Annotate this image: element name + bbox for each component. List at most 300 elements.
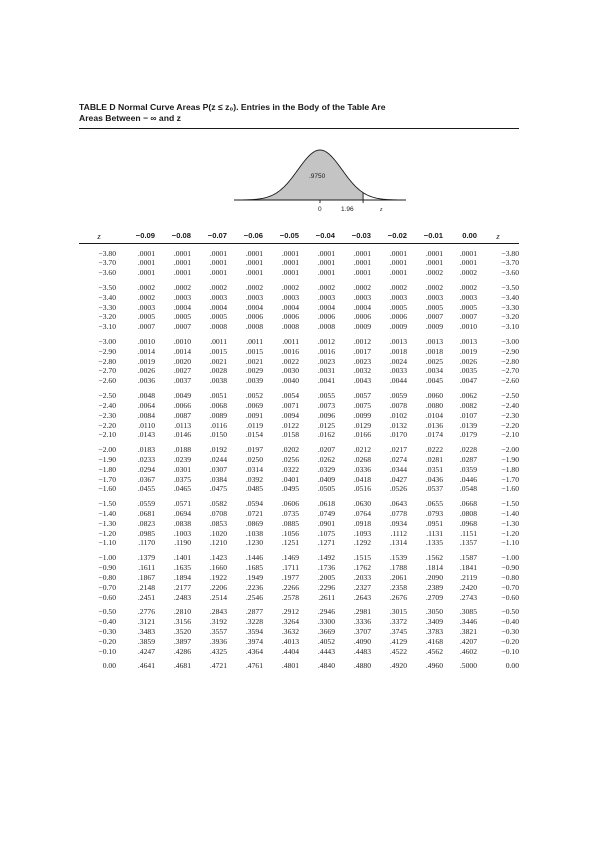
table-cell: .0212 (353, 444, 371, 454)
table-cell: .0778 (389, 508, 407, 518)
table-cell: .0465 (173, 484, 191, 494)
table-cell: .0793 (425, 508, 443, 518)
table-cell: .4443 (317, 646, 335, 656)
table-cell: .0039 (245, 376, 263, 386)
top-rule (79, 128, 519, 129)
table-cell: .0001 (209, 258, 227, 268)
table-cell: .1251 (281, 538, 299, 548)
table-cell: .0049 (173, 390, 191, 400)
table-cell: .3745 (389, 626, 407, 636)
table-cell: .3520 (173, 626, 191, 636)
row-z-left: −3.60 (98, 268, 116, 278)
row-z-left: −0.10 (98, 646, 116, 656)
table-cell: .0022 (281, 356, 299, 366)
table-cell: .0013 (459, 336, 477, 346)
table-cell: .0003 (317, 292, 335, 302)
table-cell: .3409 (425, 616, 443, 626)
table-cell: .1075 (317, 528, 335, 538)
table-cell: .0016 (317, 346, 335, 356)
table-cell: .3121 (137, 616, 155, 626)
table-cell: .0002 (137, 282, 155, 292)
table-cell: .0003 (459, 292, 477, 302)
table-cell: .0026 (137, 366, 155, 376)
row-z-right: −1.50 (501, 498, 519, 508)
row-z-right: −2.50 (501, 390, 519, 400)
table-cell: .4522 (389, 646, 407, 656)
table-row (79, 593, 519, 603)
table-cell: .0011 (282, 336, 299, 346)
table-cell: .0008 (317, 322, 335, 332)
row-z-left: −2.00 (98, 444, 116, 454)
row-z-right: −3.40 (501, 292, 519, 302)
table-cell: .0001 (317, 268, 335, 278)
table-cell: .0089 (209, 410, 227, 420)
table-cell: .0001 (459, 258, 477, 268)
table-row (79, 627, 519, 637)
row-z-left: −2.70 (98, 366, 116, 376)
table-row (79, 391, 519, 401)
table-cell: .0002 (317, 282, 335, 292)
row-z-right: −1.90 (501, 454, 519, 464)
row-z-left: −2.90 (98, 346, 116, 356)
row-z-left: −1.70 (98, 474, 116, 484)
table-cell: .1271 (317, 538, 335, 548)
table-cell: .1020 (209, 528, 227, 538)
table-cell: .0019 (137, 356, 155, 366)
table-cell: .0003 (137, 302, 155, 312)
column-header: −0.06 (227, 228, 263, 244)
table-row (79, 366, 519, 376)
table-cell: .0004 (353, 302, 371, 312)
table-cell: .4721 (209, 660, 227, 670)
table-cell: .1335 (425, 538, 443, 548)
table-cell: .3594 (245, 626, 263, 636)
row-z-right: −1.40 (501, 508, 519, 518)
table-row (79, 499, 519, 509)
row-z-right: −0.20 (501, 636, 519, 646)
table-cell: .0618 (317, 498, 335, 508)
table-cell: .1292 (353, 538, 371, 548)
table-cell: .2946 (317, 606, 335, 616)
table-cell: .0055 (317, 390, 335, 400)
table-cell: .0008 (209, 322, 227, 332)
table-cell: .0174 (425, 430, 443, 440)
table-row (79, 337, 519, 347)
row-z-left: −2.80 (98, 356, 116, 366)
table-cell: .0030 (281, 366, 299, 376)
table-cell: .0062 (459, 390, 477, 400)
row-z-left: −1.60 (98, 484, 116, 494)
table-cell: .4364 (245, 646, 263, 656)
table-cell: .1131 (426, 528, 443, 538)
table-cell: .3446 (459, 616, 477, 626)
table-cell: .0003 (353, 292, 371, 302)
table-cell: .4013 (281, 636, 299, 646)
table-cell: .0024 (389, 356, 407, 366)
table-cell: .0004 (173, 302, 191, 312)
table-cell: .1814 (425, 562, 443, 572)
table-cell: .4207 (459, 636, 477, 646)
table-row (79, 563, 519, 573)
table-cell: .0154 (245, 430, 263, 440)
table-cell: .1151 (460, 528, 477, 538)
row-z-right: −2.10 (501, 430, 519, 440)
table-cell: .0015 (245, 346, 263, 356)
row-z-left: −0.50 (98, 606, 116, 616)
table-cell: .3015 (389, 606, 407, 616)
table-cell: .0002 (281, 282, 299, 292)
row-z-left: −0.80 (98, 572, 116, 582)
table-cell: .0005 (137, 312, 155, 322)
table-row (79, 322, 519, 332)
row-z-right: −1.80 (501, 464, 519, 474)
table-cell: .1003 (173, 528, 191, 538)
table-cell: .0170 (389, 430, 407, 440)
table-cell: .4052 (317, 636, 335, 646)
table-cell: .0808 (459, 508, 477, 518)
table-cell: .0197 (245, 444, 263, 454)
row-z-right: −0.90 (501, 562, 519, 572)
table-title-line-1: TABLE D Normal Curve Areas P(z ≤ z₀). Entries in the Body of the Table Are (79, 102, 386, 112)
table-cell: .0075 (353, 400, 371, 410)
table-cell: .0222 (425, 444, 443, 454)
table-cell: .0250 (245, 454, 263, 464)
table-cell: .1611 (138, 562, 155, 572)
table-cell: .0005 (459, 302, 477, 312)
table-cell: .0125 (317, 420, 335, 430)
table-cell: .0301 (173, 464, 191, 474)
table-cell: .0017 (353, 346, 371, 356)
table-cell: .1230 (245, 538, 263, 548)
row-z-right: −3.50 (501, 282, 519, 292)
table-cell: .0287 (459, 454, 477, 464)
table-cell: .1841 (459, 562, 477, 572)
table-cell: .1038 (245, 528, 263, 538)
table-row (79, 647, 519, 657)
table-cell: .0001 (353, 248, 371, 258)
table-cell: .0013 (389, 336, 407, 346)
table-row (79, 347, 519, 357)
table-cell: .1711 (282, 562, 299, 572)
row-z-right: −2.30 (501, 410, 519, 420)
table-cell: .0001 (317, 258, 335, 268)
table-cell: .0005 (389, 302, 407, 312)
table-cell: .0643 (389, 498, 407, 508)
table-row (79, 411, 519, 421)
row-z-left: −3.50 (98, 282, 116, 292)
table-cell: .0001 (389, 248, 407, 258)
table-cell: .1469 (281, 552, 299, 562)
table-cell: .0436 (425, 474, 443, 484)
table-cell: .4483 (353, 646, 371, 656)
table-cell: .2981 (353, 606, 371, 616)
table-cell: .0094 (281, 410, 299, 420)
row-z-left: −0.30 (98, 626, 116, 636)
row-z-right: −0.80 (501, 572, 519, 582)
table-cell: .1446 (245, 552, 263, 562)
table-cell: .0007 (173, 322, 191, 332)
table-row (79, 509, 519, 519)
table-cell: .1762 (353, 562, 371, 572)
table-cell: .2611 (318, 592, 335, 602)
table-cell: .0129 (353, 420, 371, 430)
table-row (79, 553, 519, 563)
table-cell: .0003 (209, 292, 227, 302)
table-cell: .0008 (245, 322, 263, 332)
table-cell: .0446 (459, 474, 477, 484)
table-cell: .0002 (209, 282, 227, 292)
row-z-right: −1.10 (501, 538, 519, 548)
row-z-left: −0.90 (98, 562, 116, 572)
table-cell: .0051 (209, 390, 227, 400)
table-cell: .0001 (245, 248, 263, 258)
table-cell: .0351 (425, 464, 443, 474)
table-cell: .0006 (389, 312, 407, 322)
row-z-left: 0.00 (102, 660, 116, 670)
table-cell: .4168 (425, 636, 443, 646)
row-z-right: 0.00 (505, 660, 519, 670)
table-cell: .0228 (459, 444, 477, 454)
table-cell: .0367 (137, 474, 155, 484)
table-row (79, 268, 519, 278)
table-cell: .1423 (209, 552, 227, 562)
table-cell: .0188 (173, 444, 191, 454)
row-z-left: −1.50 (98, 498, 116, 508)
table-cell: .0329 (317, 464, 335, 474)
table-cell: .0001 (425, 248, 443, 258)
table-cell: .1949 (245, 572, 263, 582)
table-cell: .0001 (137, 268, 155, 278)
table-cell: .3156 (173, 616, 191, 626)
table-cell: .0655 (425, 498, 443, 508)
table-cell: .1977 (281, 572, 299, 582)
table-cell: .0023 (353, 356, 371, 366)
table-cell: .0256 (281, 454, 299, 464)
table-cell: .0838 (173, 518, 191, 528)
table-cell: .0183 (137, 444, 155, 454)
table-cell: .0901 (317, 518, 335, 528)
column-header: 0.00 (443, 228, 477, 244)
row-z-right: −2.80 (501, 356, 519, 366)
table-cell: .4129 (389, 636, 407, 646)
table-cell: .0217 (389, 444, 407, 454)
table-cell: .0002 (173, 282, 191, 292)
row-z-right: −3.00 (501, 336, 519, 346)
table-cell: .0485 (245, 484, 263, 494)
table-cell: .2420 (459, 582, 477, 592)
table-title (79, 102, 529, 124)
table-cell: .0008 (281, 322, 299, 332)
row-z-right: −1.70 (501, 474, 519, 484)
table-cell: .0004 (317, 302, 335, 312)
table-cell: .1587 (459, 552, 477, 562)
row-z-left: −0.20 (98, 636, 116, 646)
table-cell: .4090 (353, 636, 371, 646)
table-cell: .1515 (353, 552, 371, 562)
table-cell: .4880 (353, 660, 371, 670)
row-z-left: −0.70 (98, 582, 116, 592)
row-z-right: −1.60 (501, 484, 519, 494)
table-row (79, 283, 519, 293)
table-cell: .0016 (281, 346, 299, 356)
table-cell: .0162 (317, 430, 335, 440)
table-cell: .0001 (353, 258, 371, 268)
table-cell: .0011 (210, 336, 227, 346)
table-cell: .0192 (209, 444, 227, 454)
column-header-z-left: z (79, 228, 119, 244)
table-cell: .1685 (245, 562, 263, 572)
row-z-right: −2.00 (501, 444, 519, 454)
table-cell: .0694 (173, 508, 191, 518)
table-cell: .1539 (389, 552, 407, 562)
table-cell: .2358 (389, 582, 407, 592)
column-header: −0.09 (119, 228, 155, 244)
table-row (79, 538, 519, 548)
table-row (79, 401, 519, 411)
table-cell: .4960 (425, 660, 443, 670)
table-cell: .0359 (459, 464, 477, 474)
table-cell: .0681 (137, 508, 155, 518)
table-cell: .0057 (353, 390, 371, 400)
table-cell: .0028 (209, 366, 227, 376)
table-cell: .0012 (317, 336, 335, 346)
row-z-left: −1.00 (98, 552, 116, 562)
column-header: −0.07 (191, 228, 227, 244)
row-z-left: −2.10 (98, 430, 116, 440)
zero-label: 0 (318, 206, 322, 213)
table-cell: .0048 (137, 390, 155, 400)
table-cell: .0764 (353, 508, 371, 518)
table-cell: .0004 (245, 302, 263, 312)
table-cell: .2090 (425, 572, 443, 582)
table-cell: .1922 (209, 572, 227, 582)
table-cell: .0526 (389, 484, 407, 494)
table-cell: .4562 (425, 646, 443, 656)
table-cell: .3336 (353, 616, 371, 626)
table-cell: .0322 (281, 464, 299, 474)
table-cell: .3669 (317, 626, 335, 636)
table-cell: .0119 (246, 420, 263, 430)
table-cell: .0158 (281, 430, 299, 440)
table-cell: .0179 (459, 430, 477, 440)
table-cell: .0071 (281, 400, 299, 410)
row-z-right: −0.40 (501, 616, 519, 626)
table-cell: .3707 (353, 626, 371, 636)
table-cell: .3557 (209, 626, 227, 636)
table-cell: .0630 (353, 498, 371, 508)
table-cell: .0045 (425, 376, 443, 386)
table-cell: .0004 (209, 302, 227, 312)
table-cell: .0034 (425, 366, 443, 376)
table-cell: .0002 (137, 292, 155, 302)
table-cell: .0548 (459, 484, 477, 494)
table-cell: .0475 (209, 484, 227, 494)
table-cell: .0001 (353, 268, 371, 278)
table-cell: .0344 (389, 464, 407, 474)
table-cell: .0307 (209, 464, 227, 474)
table-row (79, 376, 519, 386)
table-row (79, 357, 519, 367)
table-cell: .2709 (425, 592, 443, 602)
table-cell: .0002 (353, 282, 371, 292)
table-cell: .1056 (281, 528, 299, 538)
table-row (79, 583, 519, 593)
row-z-left: −1.10 (98, 538, 116, 548)
table-cell: .0001 (317, 248, 335, 258)
table-cell: .4761 (245, 660, 263, 670)
table-cell: .0749 (317, 508, 335, 518)
table-cell: .0505 (317, 484, 335, 494)
table-row (79, 249, 519, 259)
table-cell: .0009 (353, 322, 371, 332)
table-cell: .0010 (173, 336, 191, 346)
table-cell: .0073 (317, 400, 335, 410)
table-cell: .0032 (353, 366, 371, 376)
table-row (79, 475, 519, 485)
row-z-left: −2.60 (98, 376, 116, 386)
table-cell: .0023 (317, 356, 335, 366)
table-cell: .3936 (209, 636, 227, 646)
table-cell: .2912 (281, 606, 299, 616)
table-cell: .2743 (459, 592, 477, 602)
table-cell: .3483 (137, 626, 155, 636)
table-row (79, 607, 519, 617)
table-cell: .0116 (210, 420, 227, 430)
table-cell: .4641 (137, 660, 155, 670)
table-cell: .0244 (209, 454, 227, 464)
table-cell: .1379 (137, 552, 155, 562)
table-cell: .4681 (173, 660, 191, 670)
table-cell: .0150 (209, 430, 227, 440)
table-cell: .0001 (389, 258, 407, 268)
row-z-left: −1.80 (98, 464, 116, 474)
table-cell: .2676 (389, 592, 407, 602)
column-header: −0.01 (407, 228, 443, 244)
table-cell: .0139 (459, 420, 477, 430)
table-cell: .0031 (317, 366, 335, 376)
table-cell: .0014 (173, 346, 191, 356)
row-z-right: −0.10 (501, 646, 519, 656)
row-z-left: −1.40 (98, 508, 116, 518)
table-cell: .1492 (317, 552, 335, 562)
table-row (79, 465, 519, 475)
table-cell: .0721 (245, 508, 263, 518)
row-z-left: −0.60 (98, 592, 116, 602)
table-cell: .0495 (281, 484, 299, 494)
table-cell: .0026 (459, 356, 477, 366)
row-z-left: −2.50 (98, 390, 116, 400)
table-cell: .0002 (389, 282, 407, 292)
table-row (79, 637, 519, 647)
table-cell: .0096 (317, 410, 335, 420)
table-cell: .1401 (173, 552, 191, 562)
table-cell: .3859 (137, 636, 155, 646)
table-cell: .0951 (425, 518, 443, 528)
table-cell: .0010 (137, 336, 155, 346)
table-cell: .0038 (209, 376, 227, 386)
axis-z-label: z (380, 206, 383, 213)
table-cell: .0001 (459, 248, 477, 258)
table-cell: .0001 (209, 268, 227, 278)
table-cell: .1660 (209, 562, 227, 572)
table-cell: .0409 (317, 474, 335, 484)
table-cell: .0006 (317, 312, 335, 322)
table-row (79, 421, 519, 431)
table-cell: .3372 (389, 616, 407, 626)
table-cell: .2776 (137, 606, 155, 616)
normal-curve-figure (230, 138, 410, 218)
table-cell: .0021 (245, 356, 263, 366)
